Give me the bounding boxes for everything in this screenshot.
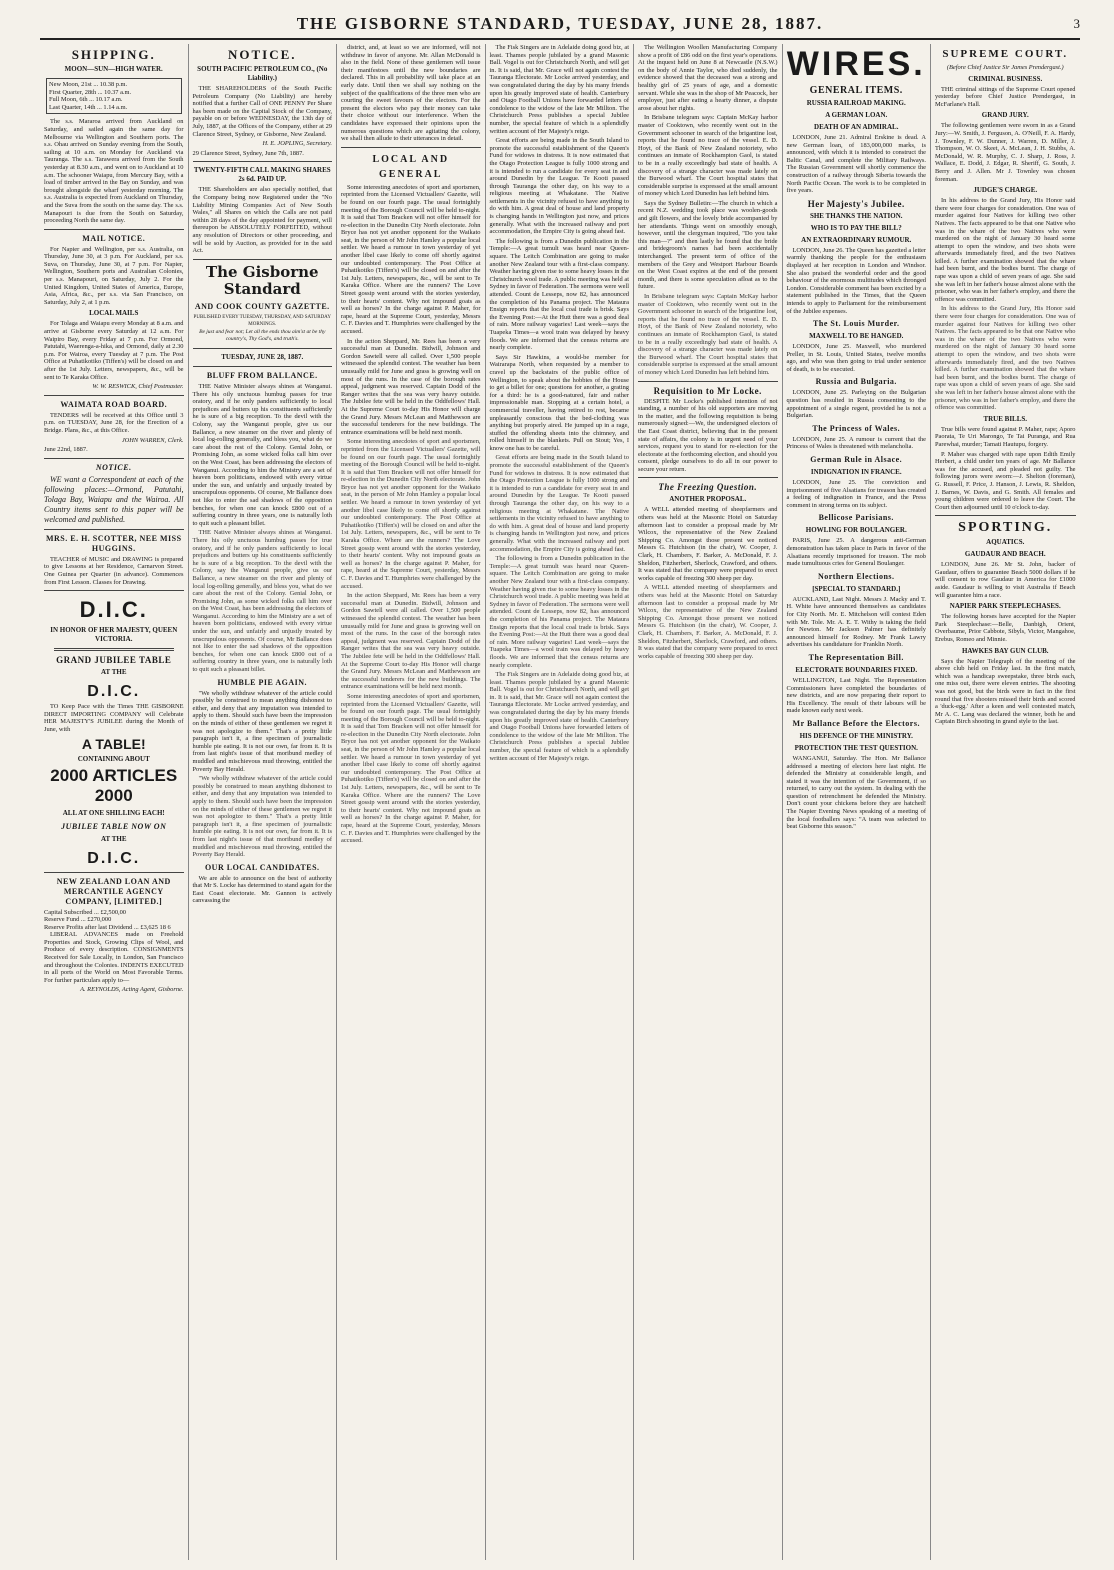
waimata-heading: WAIMATA ROAD BOARD. [60,399,168,409]
column-3 [337,44,486,1560]
alsace-text: LONDON, June 25. The conviction and imprisonment of five Alsatians for treason has created a feeling of indignation in France, and the Press comment in strong terms on its subject. [786,479,926,509]
local-general-heading: LOCAL AND GENERAL [372,153,450,180]
princess-text: LONDON, June 25. A rumour is current that the Princess of Wales is threatened with melancholia. [786,435,926,451]
moon-row: Last Quarter, 14th ... 1.14 a.m. [49,103,128,111]
stlouis-heading: The St. Louis Murder. [813,319,900,329]
local-text-4: In the action Sheppard, Mr. Rees has been a very successful man at Dunedin. Bidwill, Johnson and Gordon Sawtell were all called. Over 1,500 people witnessed the splendid contest. The weather has been unusually mild for June and grass is growing well on most of the runs. In the case of the borough rates appeal, judgment was reserved. Captain Dodd of the Ranger writes that the sea was very heavy outside. The Jubilee fete will be held in the Oddfellows' Hall. At the Supreme Court to-day His Honor will charge the Grand Jury. Messrs McLean and Matthewson are the successful tenderers for the new buildings. The entrance examinations will be held next month. [341,592,481,691]
northern-text: AUCKLAND, Last Night. Messrs J. Macky and T. H. White have announced themselves as candidates for City North. Mr. E. Mitchelson will contest Eden with Mr. Tole. Mr. A. E. T. Withy is taking the field for Newton. Mr Jackson Palmer has definitely announced himself for Rodney. Mr Frank Lawry advertises his candidature for Franklin North. [786,595,926,649]
candidates-text: We are able to announce on the best of authority that Mr S. Locke has determined to stand again for the East Coast electorate. Mr. Gannon is actively canvassing the [192,874,332,905]
alsace-heading: German Rule in Alsace. [810,455,903,465]
wires-heading: WIRES. [786,45,926,83]
jubilee-now-heading: JUBILEE TABLE NOW ON [61,821,167,831]
bluff-text: THE Native Minister always shines at Wanganui. There his oily unctuous humbug passes for true oratory, and if he only panders sufficiently to local prejudices and butters up his constituents sufficiently he is sure of a big reception. To the devil with the Colony, say the Wanganui people, give us our Ballance, a new steamer on the river and plenty of local log-rolling generally, and bless you, what do we care about the rest of the Colony. Genial John, or Promising John, as some wicked folks call him over on the West Coast, has been addressing the electors of Wanganui. According to him the Ministry are a set of heaven born politicians, endowed with every virtue under the sun, and unfairly and unjustly treated by unscrupulous opponents. Of course, Mr Ballance does not like to enter the sad shadows of the opposition benches, for when one can knock £800 out of a suffering country in three years, one is naturally loth to quit such a pleasant billet. [192,383,332,527]
ballance-heading: Mr Ballance Before the Electors. [792,718,920,728]
news-text-6: The following is from a Dunedin publication in the Temple:—A great tumult was heard near Queen-square. The Leitch Combination are going to make another New Zealand tour with a first-class company. Weather having given rise to some heavy losses in the Christchurch wool trade. A public meeting was held at Sydney in favor of Federation. The sermons were well attended. Count de Lesseps, now 82, has announced the completion of his Panama project. The Mataura Ensign reports that the local coal trade is brisk. Says the Evening Post:—At the Hutt there was a good deal of rain. More railway vagaries! Last week—says the Tuapeka Times—a wool train was delayed by heavy floods. We are informed that the census returns are nearly complete. [489,555,629,669]
capital-row: Capital Subscribed ... £2,500,00 [44,908,127,916]
page-number: 3 [1073,16,1080,31]
gaudaur-text: LONDON, June 26. Mr St. John, backer of Gaudaur, offers to guarantee Beach 5000 dollars if he will consent to row Gaudaur in America for £1000 aside. Gaudaur is willing to visit Australia if Beach will guarantee him a race. [935,561,1076,599]
representation-heading: The Representation Bill. [808,652,904,662]
capital-row: Reserve Fund ... £270,000 [44,916,112,924]
bluff-text-cont: THE Native Minister always shines at Wanganui. There his oily unctuous humbug passes for true oratory, and if he only panders sufficiently to local prejudices and butters up his constituents sufficiently he is sure of a big reception. To the devil with the Colony, say the Wanganui people, give us our Ballance, a new steamer on the river and plenty of local log-rolling generally, and bless you, what do we care about the rest of the Colony. Genial John, or Promising John, as some wicked folks call him over on the West Coast, has been addressing the electors of Wanganui. According to him the Ministry are a set of heaven born politicians, endowed with every virtue under the sun, and unfairly and unjustly treated by unscrupulous opponents. Of course, Mr Ballance does not like to enter the sad shadows of the opposition benches, for when one can knock £800 out of a suffering country in three years, one is naturally loth to quit such a pleasant billet. [192,529,332,674]
criminal-heading: CRIMINAL BUSINESS. [968,74,1043,83]
divider [935,515,1076,516]
shipping-heading: SHIPPING. [71,47,156,62]
judge-charge-text-cont: In his address to the Grand Jury, His Honor said there were four charges for consideration. One was of murder against four Natives for killing two other Natives. The facts appeared to be that one Native who was in the whare of the two Natives who were murdered on the night of January 30 heard some attempt to open the window, and two shots were afterwards immediately fired, and the two Natives killed. A further examination showed that the whare had been burnt, and the bodies burnt. The charge of rape was upon a child of seven years of age. She said she was left in her father's house almost alone with the prisoner, who was in her father's employ, and there the offence was committed. [935,305,1076,412]
nzlma-heading: NEW ZEALAND LOAN AND MERCANTILE AGENCY COMPANY, [LIMITED.] [56,876,171,906]
grand-jury-text: The following gentlemen were sworn in as a Grand Jury:—W. Smith, J. Ferguson, A. O'Neill, F. A. Hardy, J. Townley, F. W. Dunner, J. Warren, D. Miller, J. Thompson, W. O. Skeet, A. McLean, J. H. Stubbs, A. McDonald, W. R. Murphy, C. J. Sharp, J. Ross, J. Wallace, E. Dodd, J. Edgar, R. Sheriff, G. South, J. Berry and J. Allen. Mr J. Townley was chosen foreman. [935,122,1076,183]
motto: Be just and fear not; Let all the ends thou aim'st at be thy country's, Thy God's, and truth's. [199,328,326,343]
before-label: (Before Chief Justice Sir James Prendergast.) [946,64,1064,71]
jubilee-table-heading: GRAND JUBILEE TABLE [56,655,172,666]
news-text-4: Says Sir Hawkins, a would-be member for Wairarapa North, when requested by a member to cravel up the backstairs of the public office of Wellington, to speak about the hobbies of the House to get a billet for one; questions for another, a grating for a third: he is a good-natured, fair and rather impressionable man. Stopping at a certain hotel, a commercial traveller, having retired to rest, became unpleasantly conscious that the bed-clothing was anything but properly aired. He jumped up in a rage, stuffed the offending sheets into the chimney, and rolled himself in the blankets. Pull on Stout; Yes, I know one has to be careful. [489,353,629,452]
maxwell-heading: MAXWELL TO BE HANGED. [809,332,904,341]
at-the-label: AT THE [101,668,127,677]
divider [54,648,174,651]
requisition-text: DESPITE Mr Locke's published intention of not standing, a number of his old supporters are moving in the matter, and the following requisition is being numerously signed:—We, the undersigned electors of the East Coast district, believing that in the present state of affairs, the colony is in urgent need of your services, request you to stand for re-election for the electorate at the forthcoming election, and should you consent, pledge ourselves to do all in our power to secure your return. [638,397,778,473]
dic-subheading-2: D.I.C. [87,849,141,867]
local-text-5: Some interesting anecdotes of sport and sportsmen, reprinted from the Licensed Victuallers' Gazette, will be found on our fourth page. The usual fortnightly meeting of the Borough Council will be held to-night. It is said that Tom Bracken will not offer himself for re-election in the Dunedin City North electorate. John Bryce has not yet another opponent for the Waikato seat, in the person of Mr John Hamley a popular local settler. We heard a rumour in town yesterday of yet another libel case likely to come off shortly against our undoubted contemporary. The Post Office at Puhatikotiko (Tiffen's) will be closed on and after the 1st July. Letters, newspapers, &c., will be sent to Te Karaka Office. Where are the runners? The Love Street gossip went around with the stories yesterday, to their hearts' content. Why not impound goats as well as horses? In the charge against P. Maher, for rape, heard at the Supreme Court, yesterday, Messrs C. F. Davies and T. Humphries were challenged by the accused. [341,692,481,845]
sporting-heading: SPORTING. [958,520,1053,536]
divider [638,381,778,382]
reynolds-signature: A. REYNOLDS, Acting Agent, Gisborne. [80,986,184,994]
bluff-heading: BLUFF FROM BALLANCE. [206,371,318,381]
column-5 [634,44,783,1560]
column-6 [783,44,932,1560]
gaudaur-heading: GAUDAUR AND BEACH. [964,550,1046,559]
local-text-1: Some interesting anecdotes of sport and sportsmen, reprinted from the Licensed Victuallers' Gazette, will be found on our fourth page. The usual fortnightly meeting of the Borough Council will be held to-night. It is said that Tom Bracken will not offer himself for re-election in the Dunedin City North electorate. John Bryce has not yet another opponent for the Waikato seat, in the person of Mr John Hamley a popular local settler. We heard a rumour in town yesterday of yet another libel case likely to come off shortly against our undoubted contemporary. The Post Office at Puhatikotiko (Tiffen's) will be closed on and after the 1st July. Letters, newspapers, &c., will be sent to Te Karaka Office. Where are the runners? The Love Street gossip went around with the stories yesterday, to their hearts' content. Why not impound goats as well as horses? In the charge against P. Maher, for rape, heard at the Supreme Court, yesterday, Messrs C. F. Davies and T. Humphries were challenged by the accused. [341,183,481,335]
call-heading: TWENTY-FIFTH CALL MAKING SHARES 2s 6d. PAID UP. [193,166,331,184]
dic-heading: D.I.C. [79,597,148,623]
true-bills-text: True bills were found against P. Maher, rape; Aporo Paorata, Te Uri Marongo, Te Tai Puranga, and Rua Parewhai, murder; Tamati Hautupu, forgery. [935,425,1076,448]
news-text-1: The Fisk Singers are in Adelaide doing good biz, at least. Thames people jubilated by a grand Masonic Ball. Vogel is out for Christchurch North, and will get in. It is said, that Mr. Grace will not again contest the Tauranga Electorate. Mr Locke arrived yesterday, and was congratulated during the day by his many friends upon his greatly improved state of health. Canterbury and Otago Football Unions have forwarded letters of condolence to the widow of the late Mr Millton. The Christchurch Press publishes a special Jubilee number, the special feature of which is a splendidly written account of Her Majesty's reign. [489,44,629,135]
waimata-text: TENDERS will be received at this Office until 3 p.m. on TUESDAY, June 28, for the Erection of a Bridge. Plans, &c., at this Office. [44,411,184,434]
candidates-cont-text: district, and, at least so we are informed, will not withdraw in favor of anyone. Mr. Allan McDonald is also in the field. None of these gentlemen will issue their manifestoes until the new boundaries are declared. This in all probability will take place at an early date. Until then we shall say nothing on the subject of the qualifications of the three men who are courting the sweet favours of the electors. For the present the electors who pay their money can take their choice without our interference. When the candidates have expressed their opinions upon the numerous questions which are agitating the colony, we shall then allude to their utterances in detail. [341,44,481,143]
mail-heading: MAIL NOTICE. [82,233,146,243]
divider [193,366,333,367]
masthead-subtitle: AND COOK COUNTY GAZETTE. [194,301,330,311]
news-text-9: In Brisbane telegram says: Captain McKay harbor master of Cooktown, who recently went out in the Government schooner in search of the brigantine lost, reports that he found no trace of the vessel. E. D. Hoyt, of the Bank of New Zealand notoriety, who continues an inmate of Rockhampton Gaol, is stated to be in a really exceedingly bad state of health. A discovery of a strange character was made lately on the Burwood wharf. The Court hospital states that considerable surprise is expressed at the small amount of money which Lord Dunedin has left behind him. [638,114,778,198]
judge-charge-text: In his address to the Grand Jury, His Honor said there were four charges for consideration. One was of murder against four Natives for killing two other Natives. The facts appeared to be that one Native who was in the whare of the two Natives who were murdered on the night of January 30 heard some attempt to open the window, and two shots were afterwards immediately fired, and the two Natives killed. A further examination showed that the whare had been burnt, and the bodies burnt. The charge of rape was upon a child of seven years of age. She said she was left in her father's house almost alone with the prisoner, who was in her father's employ, and there the offence was committed. [935,197,1076,303]
special-label: [SPECIAL TO STANDARD.] [812,584,901,593]
news-text-7: The Fisk Singers are in Adelaide doing good biz, at least. Thames people jubilated by a grand Masonic Ball. Vogel is out for Christchurch North, and will get in. It is said, that Mr. Grace will not again contest the Tauranga Electorate. Mr Locke arrived yesterday, and was congratulated during the day by his many friends upon his greatly improved state of health. Canterbury and Otago Football Unions have forwarded letters of condolence to the widow of the late Mr Millton. The Christchurch Press publishes a special Jubilee number, the special feature of which is a splendidly written account of Her Majesty's reign. [489,671,629,762]
divider [44,590,184,591]
call-text: THE Shareholders are also specially notified, that the Company being now Registered under the "No Liability Mining Companies Act of New South Wales," all Shares on which the Calls are not paid within 28 days of the day appointed for payment, will thereupon be ABSOLUTELY FORFEITED, without any resolution of Directors or other proceeding, and will be sold by Auction, as provided for in the said Act. [192,186,332,255]
local-text-3: Some interesting anecdotes of sport and sportsmen, reprinted from the Licensed Victuallers' Gazette, will be found on our fourth page. The usual fortnightly meeting of the Borough Council will be held to-night. It is said that Tom Bracken will not offer himself for re-election in the Dunedin City North electorate. John Bryce has not yet another opponent for the Waikato seat, in the person of Mr John Hamley a popular local settler. We heard a rumour in town yesterday of yet another libel case likely to come off shortly against our undoubted contemporary. The Post Office at Puhatikotiko (Tiffen's) will be closed on and after the 1st July. Letters, newspapers, &c., will be sent to Te Karaka Office. Where are the runners? The Love Street gossip went around with the stories yesterday, to their hearts' content. Why not impound goats as well as horses? In the charge against P. Maher, for rape, heard at the Supreme Court, yesterday, Messrs C. F. Davies and T. Humphries were challenged by the accused. [341,438,481,590]
dic-subheading: D.I.C. [87,683,141,701]
princess-heading: The Princess of Wales. [812,423,901,433]
divider [193,259,333,260]
local-mails-text: For Tolaga and Waiapu every Monday at 8 a.m. and arrive at Gisborne every Saturday at 12 a.m. For Waipiro Bay, every Friday at 7 p.m. For Ormond, Patutahi, Waerenga-a-hika, and Ormond, daily at 2.30 p.m. For Wairoa, every Tuesday at 7 p.m. The Post Office at Puhatikotiko (Tiffen's) will be closed on and after the 1st July. Letters, newspapers, &c., will be sent to Te Karaka Office. [44,320,184,381]
criminal-text: THE criminal sittings of the Supreme Court opened yesterday before Chief Justice Prendergast, in McFarlane's Hall. [935,85,1076,108]
stlouis-text: LONDON, June 25. Maxwell, who murdered Preller, in St. Louis, United States, twelve months ago, and who was then going to trial under sentence of death, is to be executed. [786,343,926,373]
boulanger-heading: HOWLING FOR BOULANGER. [805,526,907,535]
local-mails-heading: LOCAL MAILS [89,309,139,318]
dic-text: TO Keep Pace with the Times THE GISBORNE DIRECT IMPORTING COMPANY will Celebrate HER MAJESTY'S JUBILEE during the Month of June, with [44,703,184,733]
jopling-address: 29 Clarence Street, Sydney, June 7th, 1887. [192,149,304,157]
mail-text: For Napier and Wellington, per s.s. Australia, on Thursday, June 30, at 3 p.m. For Auckland, per s.s. Suva, on Thursday, June 30, at 7 p.m. For Napier, Wellington, Southern ports and Australian Colonies, per s.s. Manapouri, on Saturday, July 2. For the United Kingdom, United States of America, Europe, Asia, Africa, &c., per s.s. via San Francisco, on Saturday, July 2, at 1 p.m. [44,245,184,306]
another-proposal-heading: ANOTHER PROPOSAL. [669,495,747,504]
freezing-text: A WELL attended meeting of sheepfarmers and others was held at the Masonic Hotel on Saturday afternoon last to consider a proposal made by Mr Wilcox, the representative of the New Zealand Shipping Co. Amongst those present we noticed Messrs G. Hutchison (in the chair), W. Cooper, J. Clark, H. Chambers, F. Barker, A. McDonald, F. J. Sheldon, Fitzherbert, Sherlock, Crawford, and others. It was stated that the company were prepared to erect works capable of freezing 300 sheep per day. [638,506,778,582]
requisition-heading: Requisition to Mr Locke. [653,385,762,396]
company-text: THE SHAREHOLDERS of the South Pacific Petroleum Company (No Liability) are hereby notified that a further Call of ONE PENNY Per Share has been made on the Capital Stock of the Company, payable on or before WEDNESDAY, the 13th day of July, 1887, at the Offices of the Company, either at 29 Clarence Street, Sydney, or Gisborne, New Zealand. [192,85,332,138]
judge-charge-heading: JUDGE'S CHARGE. [973,186,1038,195]
divider [44,395,184,396]
supreme-court-heading: SUPREME COURT. [942,48,1069,60]
moon-heading: MOON—SUN—HIGH WATER. [64,65,163,73]
parisians-heading: Bellicose Parisians. [818,513,894,523]
moon-table [46,78,182,114]
masthead-title: The Gisborne Standard [205,262,319,298]
aquatics-heading: AQUATICS. [986,538,1025,547]
scotter-text: TEACHER of MUSIC and DRAWING is prepared to give Lessons at her Residence, Carnarvon Street. One Guinea per Quarter (in advance). Commences from First Lesson. Classes for Drawing. [44,555,184,586]
divider [44,872,184,873]
page-header [40,14,1080,40]
clerk-signature: JOHN WARREN, Clerk. [121,436,184,444]
napier-text: The following horses have accepted for the Napier Park Steeplechase:—Belle, Danbigh, Orient, Overbaume, Prior Cabbote, Sibyls, Victor, Mangahoe, Erebus, Romeo and Minnie. [935,613,1076,644]
news-text-2: Great efforts are being made in the South Island to promote the successful establishment of the Queen's Fund for widows in distress. It is now estimated that the Otago Protection League is fully 1000 strong and it is intended to run a candidate for every seat in and around Dunedin by the League. Te Kooti passed through Tauranga the other day, on his way to a religious meeting at Whakatane. The Native settlements in the vicinity refused to have anything to do with him. A great deal of house and land property is changing hands in Wellington just now, and prices generally. What with the increased railway and port accommodation, the Empire City is going ahead fast. [489,137,629,236]
news-text-8: The Wellington Woollen Manufacturing Company show a profit of £86 odd on the first year's operations. At the inquest held on June 8 at Newcastle (N.S.W.) on the body of Annie Taylor, who died suddenly, the evidence showed that the deceased was a strong and healthy girl of 25 years of age, and a domestic servant. While she was in the shop of Mr Peacock, her employer, just after eating a hearty dinner, a dispute arose about her rights. [638,44,778,112]
humble-text: "We wholly withdraw whatever of the article could possibly be construed to mean anything dishonest to either, and deny that any imputation was intended to apply to them. Should such have been the impression on the minds of either of these gentlemen we regret it was not apologize to them." That's a pretty little paragraph isn't it, a fine specimen of journalistic humble pie eating. It is not our own, far from it. It is from last night's issue of that moribund medley of muddled and mischievous mud throwing, entitled the Poverty Bay Herald. [192,689,332,773]
russia-rail-heading: RUSSIA RAILROAD MAKING. [806,99,906,107]
postmaster-signature: W. W. RESWICK, Chief Postmaster. [92,383,184,391]
capital-row: Reserve Profits after last Dividend ... £3,625 18 6 [44,923,171,931]
a-table-heading: A TABLE! [81,735,146,752]
protection-heading: PROTECTION THE TEST QUESTION. [794,743,918,752]
defence-heading: HIS DEFENCE OF THE MINISTRY. [799,731,913,740]
notice-heading: NOTICE. [95,462,132,472]
shilling-label: ALL AT ONE SHILLING EACH! [62,808,165,817]
general-items-heading: GENERAL ITEMS. [809,85,903,96]
issue-date: TUESDAY, JUNE 28, 1887. [221,353,304,362]
who-pays-heading: WHO IS TO PAY THE BILL? [810,223,902,232]
notice-heading-2: NOTICE. [227,47,297,62]
representation-text: WELLINGTON, Last Night. The Representation Commissioners have completed the boundaries of new districts, and are now preparing their report to His Excellency. The result of their labours will be made known early next week. [786,676,926,715]
maher-text: P. Maher was charged with rape upon Edith Emily Herbert, a child under ten years of age. Mr Ballance was for the accused, and pleaded not guilty. The following jurors were sworn:—J. Shelton (foreman), G. Russell, F. Price, J. Hanson, J. Lewis, R. Sheldon, J. Barnes, W. Davis, and G. Smith. All females and young children were ordered to leave the Court. The Court then adjourned until 10 o'clock to-day. [935,450,1076,511]
boundaries-heading: ELECTORATE BOUNDARIES FIXED. [795,665,918,674]
containing-label: CONTAINING ABOUT [77,754,150,763]
liberal-text: LIBERAL ADVANCES made on Freehold Properties and Stock, Growing Clips of Wool, and Produce of every description. CONSIGNMENTS Received for Sale Locally, in London, San Francisco and throughout the Colonies. INDENTS EXECUTED in all ports of the World on Most Favorable Terms. For further particulars apply to— [44,931,184,984]
news-text-11: In Brisbane telegram says: Captain McKay harbor master of Cooktown, who recently went out in the Government schooner in search of the brigantine lost, reports that he found no trace of the vessel. E. D. Hoyt, of the Bank of New Zealand notoriety, who continues an inmate of Rockhampton Gaol, is stated to be in a really exceedingly bad state of health. A discovery of a strange character was made lately on the Burwood wharf. The Court hospital states that considerable surprise is expressed at the small amount of money which Lord Dunedin has left behind him. [638,293,778,376]
hawkes-text: Says the Napier Telegraph of the meeting of the above club held on Friday last. In the first match, which was a handicap sweepstake, three birds each, one miss out, there were eleven entries. The shooting was not good, but the birds were in fact in the first round that five shooters missed their birds and scored a 'duck-egg.' After a keen and well contested match, Mr A. C. Lang was declared the winner, both he and Captain Birch shooting in grand style to the last. [935,657,1076,726]
freezing-text-cont: A WELL attended meeting of sheepfarmers and others was held at the Masonic Hotel on Saturday afternoon last to consider a proposal made by Mr Wilcox, the representative of the New Zealand Shipping Co. Amongst those present we noticed Messrs G. Hutchison (in the chair), W. Cooper, J. Clark, H. Chambers, F. Barker, A. McDonald, F. J. Sheldon, Fitzherbert, Sherlock, Crawford, and others. It was stated that the company were prepared to erect works capable of freezing 300 sheep per day. [638,584,778,660]
divider [193,161,333,162]
grand-jury-heading: GRAND JURY. [981,111,1029,120]
articles-count: 2000 ARTICLES 2000 [50,765,178,805]
divider [44,229,184,230]
news-text-5: Great efforts are being made in the South Island to promote the successful establishment of the Queen's Fund for widows in distress. It is now estimated that the Otago Protection League is fully 1000 strong and it is intended to run a candidate for every seat in and around Dunedin by the League. Te Kooti passed through Tauranga the other day, on his way to a religious meeting at Whakatane. The Native settlements in the vicinity refused to have anything to do with him. A great deal of house and land property is changing hands in Wellington just now, and prices generally. What with the increased railway and port accommodation, the Empire City is going ahead fast. [489,454,629,553]
divider [638,477,778,478]
northern-heading: Northern Elections. [817,571,895,581]
newspaper-columns [40,44,1080,1560]
russia-text: LONDON, June 25. Parleying on the Bulgarian question has resulted in Russia consenting to the appointment of a single regent, provided he is not a Bulgarian. [786,389,926,420]
news-text-3: The following is from a Dunedin publication in the Temple:—A great tumult was heard near Queen-square. The Leitch Combination are going to make another New Zealand tour with a first-class company. Weather having given rise to some heavy losses in the Christchurch wool trade. A public meeting was held at Sydney in favor of Federation. The sermons were well attended. Count de Lesseps, now 82, has announced the completion of his Panama project. The Mataura Ensign reports that the local coal trade is brisk. Says the Evening Post:—At the Hutt there was a good deal of rain. More railway vagaries! Last week—says the Tuapeka Times—a wool train was delayed by heavy floods. We are informed that the census returns are nearly complete. [489,237,629,352]
honour-heading: IN HONOR OF HER MAJESTY, QUEEN VICTORIA. [50,626,178,644]
scotter-heading: MRS. E. H. SCOTTER, NEE MISS HUGGINS. [45,533,182,553]
divider [44,458,184,459]
shipping-text: The s.s. Mararoa arrived from Auckland on Saturday, and sailed again the same day for Melbourne via Wellington and Southern ports. The s.s. Ohau arrived on Sunday evening from the South, sailing at 10 a.m. on Monday for Auckland via Tauranga. The s.s. Tarawera arrived from the South yesterday at 8.30 a.m., and went on to Auckland at 10 a.m. The schooner Waiapu, from Mercury Bay, with a load of timber arrived in the Bay on Sunday, and was brought alongside the wharf yesterday morning. The s.s. Australia is expected from Auckland on Thursday, and the Suva from the south on the same day. The s.s. Manapouri is due from the South on Saturday, proceeding North the same day. [44,118,184,225]
jopling-signature: H. E. JOPLING, Secretary. [262,140,332,148]
divider [193,348,333,349]
newspaper-title: THE GISBORNE STANDARD, TUESDAY, JUNE 28, 1887. [296,14,824,33]
column-2 [189,44,338,1560]
freezing-heading: The Freezing Question. [658,482,758,493]
moon-row: Full Moon, 6th ... 10.17 a.m. [49,96,123,104]
humble-text-cont: "We wholly withdraw whatever of the article could possibly be construed to mean anything dishonest to either, and deny that any imputation was intended to apply to them. Should such have been the impression on the minds of either of these gentlemen we regret it was not apologize to them." That's a pretty little paragraph isn't it, a fine specimen of journalistic humble pie eating. It is not our own, far from it. It is from last night's issue of that moribund medley of muddled and mischievous mud throwing, entitled the Poverty Bay Herald. [192,775,332,859]
company-heading: SOUTH PACIFIC PETROLEUM CO., (No Liability.) [197,65,328,82]
indignation-heading: INDIGNATION IN FRANCE. [810,468,902,477]
divider [341,147,481,148]
hawkes-heading: HAWKES BAY GUN CLUB. [961,646,1049,655]
general-text: LONDON, June 21. Admiral Erskine is dead. A new German loan, of 183,000,000 marks, is announced, with which it is intended to construct the Baltic Canal, and complete the Military Railways. The Russian Government will shortly commence the construction of a railway through Siberia towards the North Pacific Ocean. The work is to be completed in five years. [786,134,926,195]
moon-row: New Moon, 21st ... 10.38 p.m. [49,81,128,88]
column-1 [40,44,189,1560]
ballance-text: WANGANUI, Saturday. The Hon. Mr Ballance addressed a meeting of electors here last night. He defended the Ministry at considerable length, and stated it was the intention of the Government, if so returned, to carry out the system. In dealing with the question of retrenchment he defended the Ministry. Don't count your chickens before they are hatched! The Napier Evening News speaking of a meeting of the local footballers says: "A team was selected to beat Gisborne this season." [786,754,926,831]
true-bills-heading: TRUE BILLS. [983,414,1028,423]
column-4 [486,44,635,1560]
at-the-label-2: AT THE [101,834,127,843]
admiral-heading: DEATH OF AN ADMIRAL. [814,123,899,131]
divider [44,529,184,530]
moon-row: First Quarter, 28th ... 10.37 a.m. [49,88,132,96]
clerk-date: June 22nd, 1887. [44,446,88,454]
news-text-10: Says the Sydney Bulletin:—The church in which a recent N.Z. wedding took place was woolen-goods and gilt flowers, and the lovely bride accompanied by her attendants. Things went on smoothly enough, however, until the clergyman inquired, "Do you take this man—?" and then lastly he found that the bride and bridegroom's names had been accidentally interchanged. The present term of office of the members of the Grey and Westport Harbour Boards on the West Coast expires at the end of the present month, and there is some speculation afloat as to the future. [638,199,778,291]
napier-heading: NAPIER PARK STEEPLECHASES. [949,602,1061,611]
parisians-text: PARIS, June 25. A dangerous anti-German demonstration has taken place in Paris in favor of the Alsatians recently imprisoned for treason. The mob made tumultuous cries for General Boulanger. [786,537,926,568]
thanks-heading: SHE THANKS THE NATION. [809,211,903,220]
local-text-2: In the action Sheppard, Mr. Rees has been a very successful man at Dunedin. Bidwill, Johnson and Gordon Sawtell were all called. Over 1,500 people witnessed the splendid contest. The weather has been unusually mild for June and grass is growing well on most of the runs. In the case of the borough rates appeal, judgment was reserved. Captain Dodd of the Ranger writes that the sea was very heavy outside. The Jubilee fete will be held in the Oddfellows' Hall. At the Supreme Court to-day His Honor will charge the Grand Jury. Messrs McLean and Matthewson are the successful tenderers for the new buildings. The entrance examinations will be held next month. [341,337,481,436]
russia-heading: Russia and Bulgaria. [815,377,897,387]
published-line: PUBLISHED EVERY TUESDAY, THURSDAY, AND SATURDAY MORNINGS. [193,314,331,328]
notice-text: WE want a Correspondent at each of the following places:—Ormond, Patutahi, Tolaga Bay, Waiapu and the Wairoa. All Country items sent to this paper will be welcomed and published. [44,474,184,524]
humble-heading: HUMBLE PIE AGAIN. [217,677,308,687]
jubilee-text: LONDON, June 26. The Queen has gazetted a letter warmly thanking the people for the enthusiasm displayed at her reception in London and Windsor. She also praised the wonderful order and the good behaviour of the enormous multitudes which thronged London. Considerable comment has been excited by a statement published in the Times, that the Queen intends to apply to Parliament for the reimbursement of the Jubilee expenses. [786,246,926,315]
jubilee-heading: Her Majesty's Jubilee. [807,198,905,209]
candidates-heading: OUR LOCAL CANDIDATES. [204,862,320,872]
column-7 [931,44,1080,1560]
rumour-heading: AN EXTRAORDINARY RUMOUR. [801,235,912,244]
loan-heading: A GERMAN LOAN. [825,111,888,119]
